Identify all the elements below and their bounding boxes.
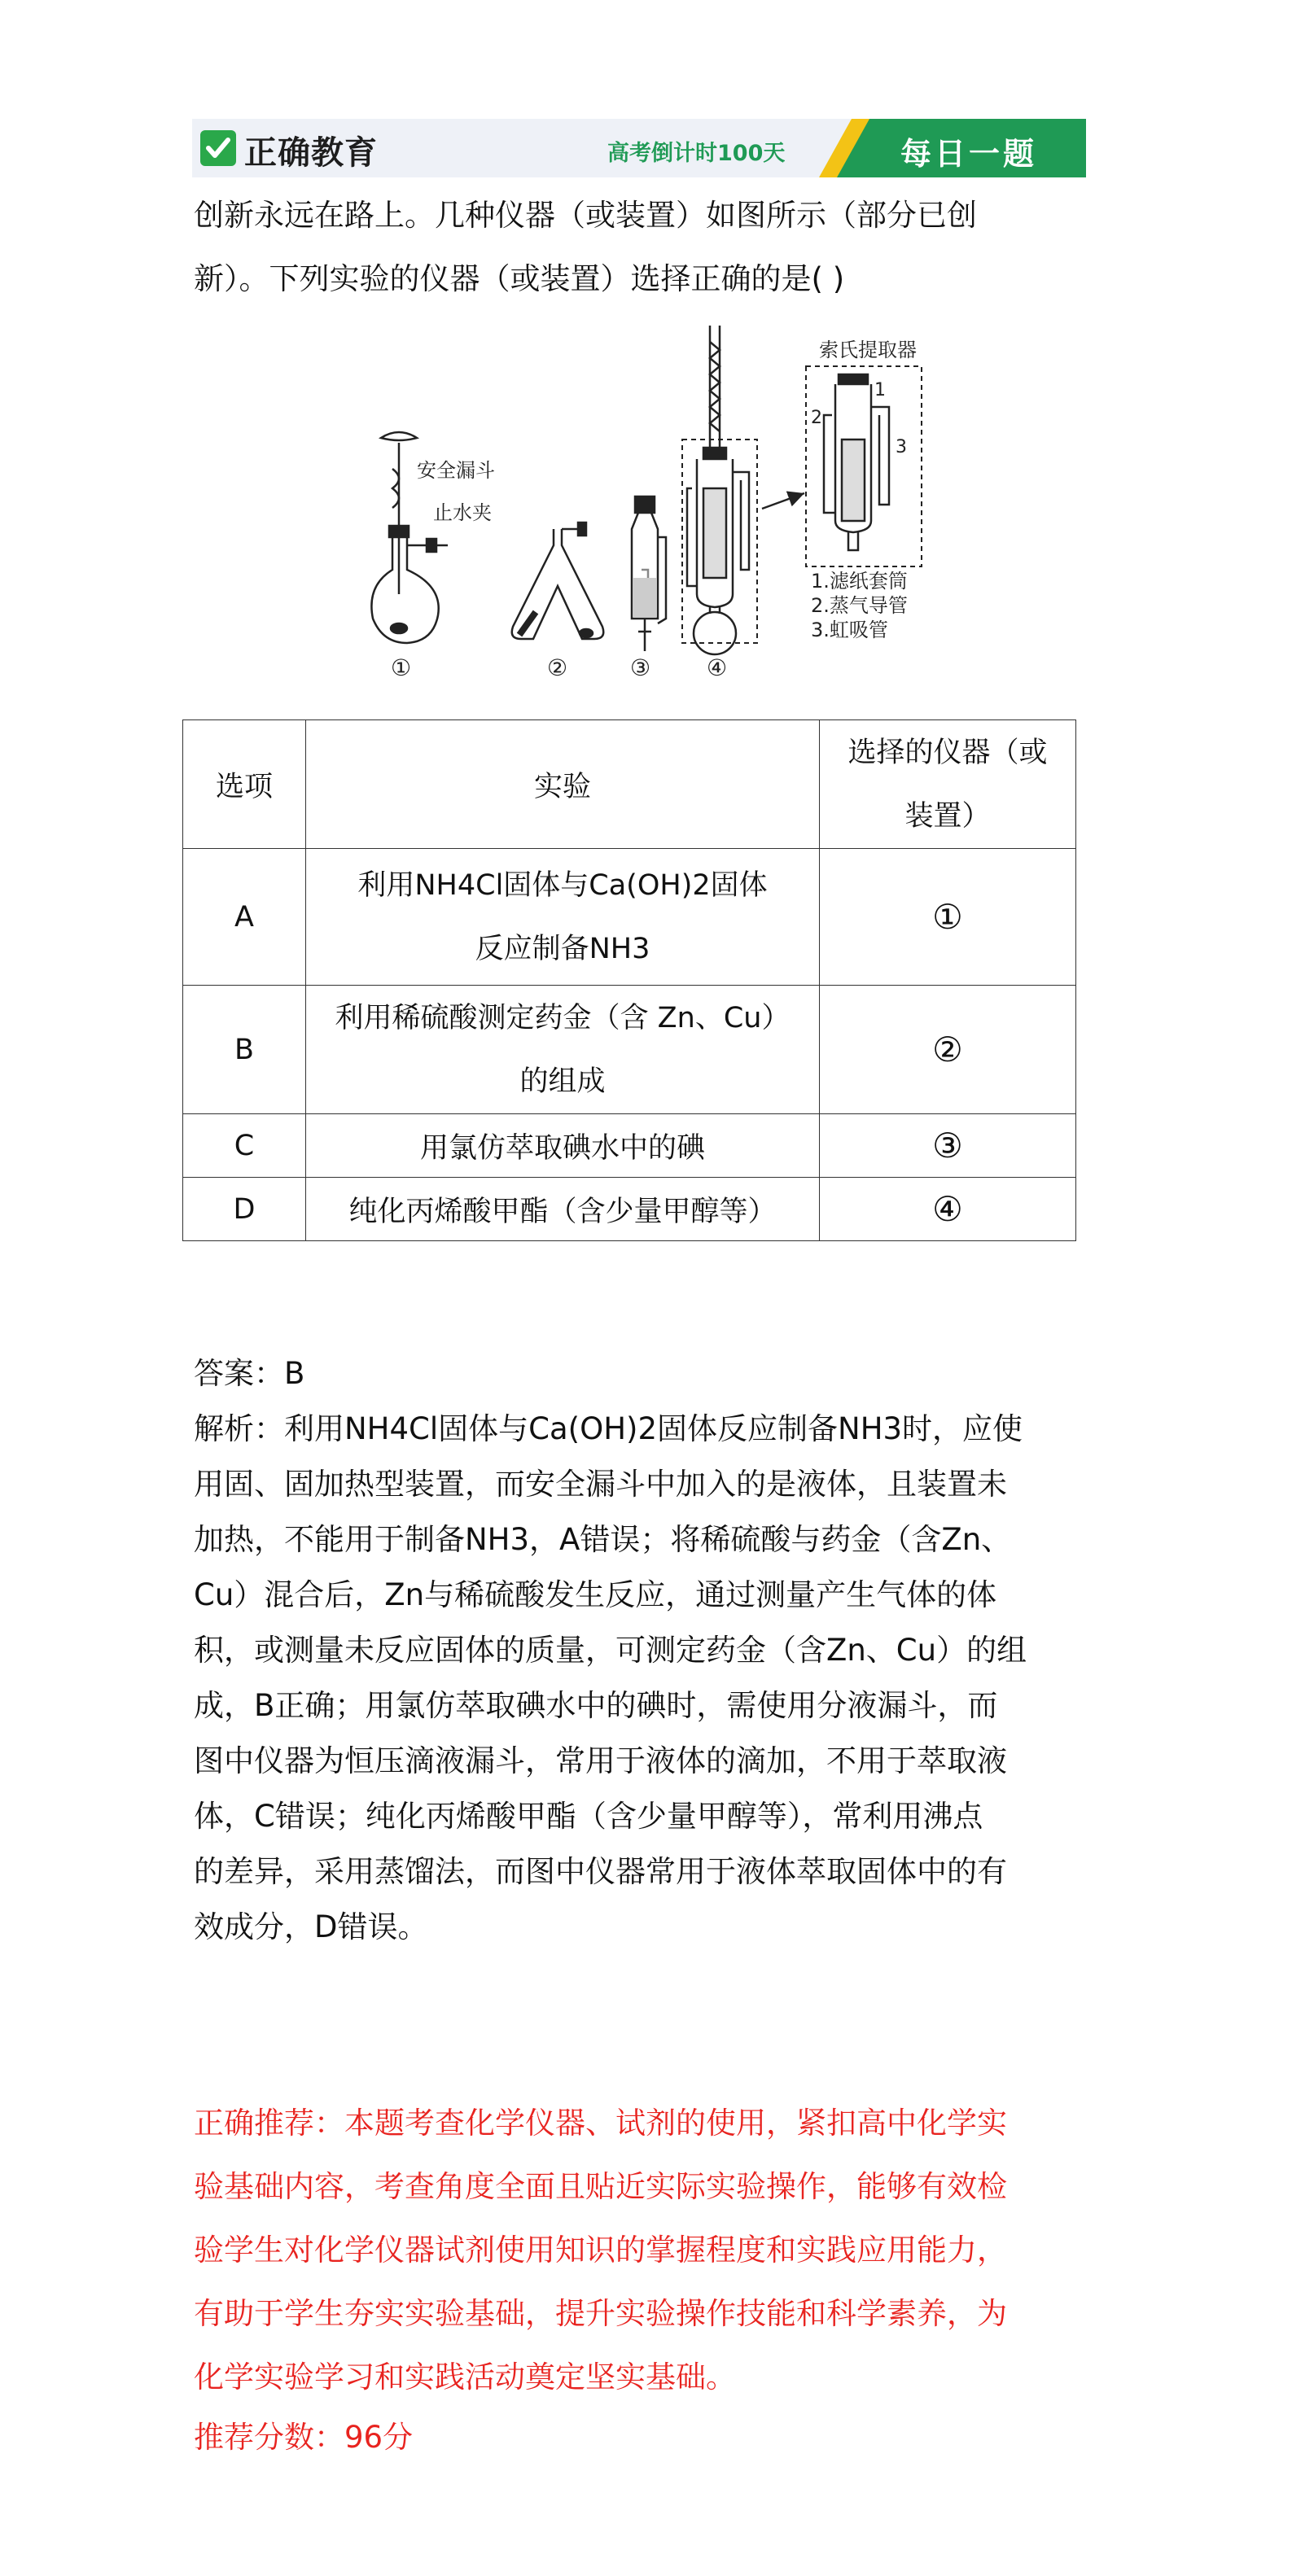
- row-a-experiment: [306, 849, 820, 986]
- row-b-choice: ②: [820, 986, 1076, 1114]
- row-b-exp-line2: 的组成: [519, 1065, 606, 1098]
- options-table: [182, 719, 1076, 1241]
- apparatus-1: [371, 432, 495, 681]
- apparatus-2: [512, 523, 604, 681]
- recommend-score: 推荐分数：96分: [194, 2420, 414, 2455]
- check-icon: [200, 130, 236, 166]
- row-c-option: C: [183, 1114, 306, 1178]
- recommend-line: 有助于学生夯实实验基础，提升实验操作技能和科学素养，为: [194, 2296, 1007, 2331]
- row-c-experiment: 用氯仿萃取碘水中的碘: [306, 1114, 820, 1178]
- row-a-option: A: [183, 849, 306, 986]
- row-b-exp-line1: 利用稀硫酸测定药金（含 Zn、Cu）: [335, 1001, 791, 1034]
- label-safety-funnel: 安全漏斗: [417, 459, 495, 482]
- apparatus-3: [630, 496, 666, 681]
- legend-2: 2.蒸气导管: [811, 594, 908, 617]
- soxhlet-detail: [806, 339, 922, 641]
- figure-number-3: ③: [630, 654, 651, 681]
- question-text: [194, 184, 1081, 311]
- recommend-line: 正确推荐：本题考查化学仪器、试剂的使用，紧扣高中化学实: [194, 2106, 1007, 2141]
- analysis-line: 积，或测量未反应固体的质量，可测定药金（含Zn、Cu）的组: [194, 1633, 1027, 1668]
- label-clamp: 止水夹: [433, 501, 492, 524]
- legend-3: 3.虹吸管: [811, 619, 888, 641]
- mark-3: 3: [896, 437, 907, 457]
- recommend-line: 验学生对化学仪器试剂使用知识的掌握程度和实践应用能力，: [194, 2233, 1007, 2268]
- mark-2: 2: [811, 408, 822, 428]
- table-row: [183, 1114, 1076, 1178]
- analysis-line: 加热，不能用于制备NH3，A错误；将稀硫酸与药金（含Zn、: [194, 1522, 1012, 1557]
- analysis-line: 解析：利用NH4Cl固体与Ca(OH)2固体反应制备NH3时，应使: [194, 1411, 1023, 1446]
- row-d-choice: ④: [820, 1178, 1076, 1241]
- row-d-option: D: [183, 1178, 306, 1241]
- header-apparatus: [820, 720, 1076, 849]
- table-row: [183, 1178, 1076, 1241]
- header-option: 选项: [183, 720, 306, 849]
- analysis-line: 体，C错误；纯化丙烯酸甲酯（含少量甲醇等），常利用沸点: [194, 1799, 983, 1834]
- table-row: [183, 849, 1076, 986]
- mark-1: 1: [874, 380, 886, 400]
- recommend-line: 验基础内容，考查角度全面且贴近实际实验操作，能够有效检: [194, 2169, 1007, 2204]
- row-a-exp-line2: 反应制备NH3: [475, 932, 650, 965]
- row-a-exp-line1: 利用NH4Cl固体与Ca(OH)2固体: [357, 868, 768, 902]
- table-row: [183, 986, 1076, 1114]
- apparatus-figure: [358, 326, 928, 692]
- apparatus-4: [682, 326, 804, 681]
- analysis-text: [194, 1402, 1089, 1955]
- figure-number-2: ②: [547, 654, 568, 681]
- row-c-choice: ③: [820, 1114, 1076, 1178]
- figure-number-4: ④: [707, 654, 728, 681]
- analysis-line: 的差异，采用蒸馏法，而图中仪器常用于液体萃取固体中的有: [194, 1854, 1007, 1889]
- question-line-1: 创新永远在路上。几种仪器（或装置）如图所示（部分已创: [194, 198, 977, 233]
- analysis-line: 效成分，D错误。: [194, 1909, 428, 1944]
- answer-text: 答案：B: [194, 1356, 305, 1391]
- analysis-line: Cu）混合后，Zn与稀硫酸发生反应，通过测量产生气体的体: [194, 1577, 997, 1612]
- daily-question-label: 每日一题: [900, 136, 1038, 172]
- row-a-choice: ①: [820, 849, 1076, 986]
- soxhlet-title: 索氏提取器: [819, 339, 917, 361]
- analysis-line: 图中仪器为恒压滴液漏斗，常用于液体的滴加，不用于萃取液: [194, 1743, 1007, 1778]
- header-banner: [192, 119, 1086, 177]
- row-b-experiment: [306, 986, 820, 1114]
- question-line-2: 新）。下列实验的仪器（或装置）选择正确的是( ): [194, 261, 845, 296]
- countdown-text: 高考倒计时100天: [607, 141, 786, 166]
- analysis-line: 成，B正确；用氯仿萃取碘水中的碘时，需使用分液漏斗，而: [194, 1688, 998, 1723]
- header-apparatus-line2: 装置）: [904, 799, 991, 833]
- header-experiment: 实验: [306, 720, 820, 849]
- header-apparatus-line1: 选择的仪器（或: [847, 736, 1048, 769]
- legend-1: 1.滤纸套筒: [811, 570, 908, 593]
- row-b-option: B: [183, 986, 306, 1114]
- recommend-line: 化学实验学习和实践活动奠定坚实基础。: [194, 2360, 736, 2394]
- figure-number-1: ①: [391, 654, 412, 681]
- row-d-experiment: 纯化丙烯酸甲酯（含少量甲醇等）: [306, 1178, 820, 1241]
- table-header-row: [183, 720, 1076, 849]
- brand-name: 正确教育: [244, 134, 378, 172]
- analysis-line: 用固、固加热型装置，而安全漏斗中加入的是液体，且装置未: [194, 1467, 1007, 1502]
- recommendation-text: [194, 2092, 1089, 2409]
